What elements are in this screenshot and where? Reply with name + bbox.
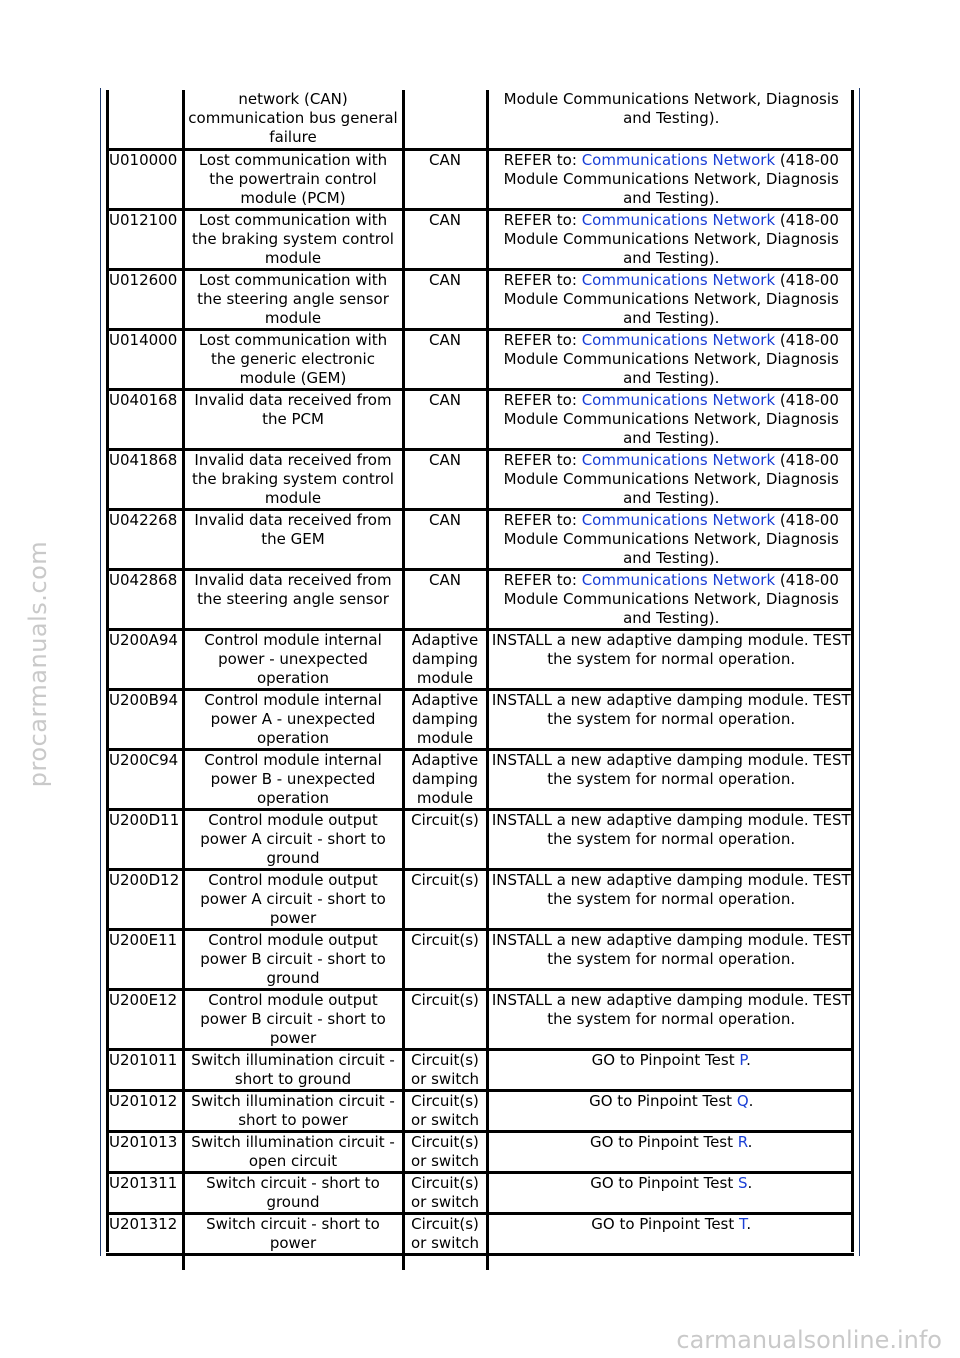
dtc-description-cell: Control module output power A circuit - short to ground (183, 809, 403, 869)
table-row (106, 1049, 854, 1090)
dtc-action-cell (487, 869, 854, 929)
dtc-description-cell: Invalid data received from the PCM (183, 389, 403, 449)
dtc-action-cell (487, 149, 854, 209)
action-text: INSTALL a new adaptive damping module. TEST the system for normal operation. (491, 750, 851, 788)
dtc-source-cell: Circuit(s) (403, 809, 487, 869)
table-row (106, 149, 854, 209)
dtc-code-cell (106, 90, 183, 149)
dtc-code-cell: U200C94 (106, 749, 183, 809)
table-row (106, 569, 854, 629)
page-edge-left (100, 88, 101, 1256)
dtc-code-cell: U012600 (106, 269, 183, 329)
dtc-action-cell (487, 269, 854, 329)
dtc-description-cell: network (CAN) communication bus general failure (183, 90, 403, 149)
dtc-action-cell (487, 209, 854, 269)
communications-network-link[interactable]: Communications Network (581, 570, 776, 589)
table-row (106, 90, 854, 149)
dtc-action-cell (487, 1172, 854, 1213)
dtc-action-cell (487, 929, 854, 989)
table-row (106, 869, 854, 929)
dtc-code-cell: U201012 (106, 1090, 183, 1131)
pinpoint-test-link[interactable]: S (737, 1173, 748, 1192)
dtc-code-cell: U042868 (106, 569, 183, 629)
empty-cell (403, 1254, 487, 1270)
dtc-table (106, 90, 854, 1270)
action-text: REFER to: (503, 450, 582, 469)
page-edge-right (859, 88, 860, 1256)
dtc-description-cell: Switch circuit - short to ground (183, 1172, 403, 1213)
table-row (106, 629, 854, 689)
dtc-description-cell: Lost communication with the steering angle sensor module (183, 269, 403, 329)
dtc-source-cell: CAN (403, 269, 487, 329)
action-suffix: (418-00 Module Communications Network, Diagnosis and Testing). (503, 450, 839, 507)
dtc-description-cell: Switch illumination circuit - short to ground (183, 1049, 403, 1090)
action-suffix: . (747, 1132, 753, 1151)
table-row (106, 329, 854, 389)
dtc-action-cell (487, 749, 854, 809)
dtc-code-cell: U200D12 (106, 869, 183, 929)
table-row (106, 509, 854, 569)
dtc-source-cell: CAN (403, 389, 487, 449)
action-suffix: (418-00 Module Communications Network, Diagnosis and Testing). (503, 150, 839, 207)
dtc-source-cell: CAN (403, 509, 487, 569)
dtc-code-cell: U201312 (106, 1213, 183, 1254)
action-text: REFER to: (503, 150, 582, 169)
dtc-description-cell: Lost communication with the powertrain control module (PCM) (183, 149, 403, 209)
dtc-code-cell: U040168 (106, 389, 183, 449)
dtc-description-cell: Lost communication with the generic electronic module (GEM) (183, 329, 403, 389)
dtc-description-cell: Invalid data received from the braking system control module (183, 449, 403, 509)
action-suffix: (418-00 Module Communications Network, Diagnosis and Testing). (503, 390, 839, 447)
dtc-source-cell: Circuit(s) or switch (403, 1172, 487, 1213)
communications-network-link[interactable]: Communications Network (581, 150, 776, 169)
action-text: REFER to: (503, 570, 582, 589)
action-suffix: . (746, 1050, 751, 1069)
action-text: INSTALL a new adaptive damping module. TEST the system for normal operation. (491, 930, 851, 968)
dtc-action-cell (487, 569, 854, 629)
dtc-action-cell (487, 629, 854, 689)
dtc-description-cell: Control module output power B circuit - short to ground (183, 929, 403, 989)
dtc-source-cell: CAN (403, 329, 487, 389)
action-suffix: . (747, 1173, 753, 1192)
pinpoint-test-link[interactable]: P (739, 1050, 747, 1069)
footer-watermark: carmanualsonline.info (676, 1326, 942, 1354)
action-suffix: (418-00 Module Communications Network, Diagnosis and Testing). (503, 510, 839, 567)
dtc-table-body (106, 90, 854, 1270)
dtc-source-cell: Circuit(s) or switch (403, 1131, 487, 1172)
table-row-trailing (106, 1254, 854, 1270)
dtc-code-cell: U200B94 (106, 689, 183, 749)
dtc-source-cell: CAN (403, 449, 487, 509)
action-text: GO to Pinpoint Test (590, 1132, 738, 1151)
table-row (106, 1090, 854, 1131)
action-text: REFER to: (503, 510, 582, 529)
dtc-action-cell (487, 90, 854, 149)
action-text: INSTALL a new adaptive damping module. TEST the system for normal operation. (491, 990, 851, 1028)
dtc-code-cell: U010000 (106, 149, 183, 209)
action-text: REFER to: (503, 390, 582, 409)
dtc-code-cell: U201013 (106, 1131, 183, 1172)
dtc-code-cell: U200E11 (106, 929, 183, 989)
empty-cell (487, 1254, 854, 1270)
action-suffix: . (746, 1214, 752, 1233)
dtc-action-cell (487, 509, 854, 569)
pinpoint-test-link[interactable]: Q (736, 1091, 749, 1110)
action-text: GO to Pinpoint Test (591, 1214, 740, 1233)
communications-network-link[interactable]: Communications Network (581, 270, 776, 289)
dtc-action-cell (487, 809, 854, 869)
dtc-action-cell (487, 1131, 854, 1172)
dtc-action-cell (487, 989, 854, 1049)
dtc-code-cell: U201311 (106, 1172, 183, 1213)
side-watermark: procarmanuals.com (24, 540, 52, 788)
dtc-description-cell: Control module internal power - unexpected operation (183, 629, 403, 689)
table-row (106, 209, 854, 269)
action-text: GO to Pinpoint Test (590, 1173, 738, 1192)
action-suffix: (418-00 Module Communications Network, Diagnosis and Testing). (503, 330, 839, 387)
action-text: INSTALL a new adaptive damping module. TEST the system for normal operation. (491, 630, 851, 668)
dtc-action-cell (487, 689, 854, 749)
dtc-code-cell: U200A94 (106, 629, 183, 689)
action-text: GO to Pinpoint Test (589, 1091, 737, 1110)
dtc-description-cell: Invalid data received from the steering angle sensor (183, 569, 403, 629)
dtc-action-cell (487, 1213, 854, 1254)
action-suffix: (418-00 Module Communications Network, Diagnosis and Testing). (503, 270, 839, 327)
action-text: INSTALL a new adaptive damping module. TEST the system for normal operation. (491, 870, 851, 908)
dtc-source-cell: Adaptive damping module (403, 749, 487, 809)
pinpoint-test-link[interactable]: T (739, 1214, 747, 1233)
action-suffix: (418-00 Module Communications Network, Diagnosis and Testing). (503, 570, 839, 627)
dtc-source-cell: CAN (403, 209, 487, 269)
dtc-description-cell: Control module output power B circuit - short to power (183, 989, 403, 1049)
dtc-action-cell (487, 1049, 854, 1090)
dtc-code-cell: U042268 (106, 509, 183, 569)
action-text: INSTALL a new adaptive damping module. TEST the system for normal operation. (491, 810, 851, 848)
dtc-source-cell (403, 90, 487, 149)
table-row (106, 269, 854, 329)
dtc-description-cell: Control module internal power A - unexpected operation (183, 689, 403, 749)
dtc-description-cell: Switch illumination circuit - open circuit (183, 1131, 403, 1172)
empty-cell (106, 1254, 183, 1270)
action-text: GO to Pinpoint Test (591, 1050, 740, 1069)
dtc-source-cell: CAN (403, 569, 487, 629)
dtc-code-cell: U200D11 (106, 809, 183, 869)
action-text: REFER to: (503, 270, 582, 289)
communications-network-link[interactable]: Communications Network (581, 510, 776, 529)
dtc-source-cell: Circuit(s) (403, 989, 487, 1049)
table-row (106, 929, 854, 989)
dtc-source-cell: CAN (403, 149, 487, 209)
communications-network-link[interactable]: Communications Network (581, 450, 776, 469)
dtc-code-cell: U201011 (106, 1049, 183, 1090)
dtc-code-cell: U041868 (106, 449, 183, 509)
dtc-description-cell: Lost communication with the braking system control module (183, 209, 403, 269)
action-text: REFER to: (503, 330, 582, 349)
dtc-description-cell: Invalid data received from the GEM (183, 509, 403, 569)
dtc-code-cell: U012100 (106, 209, 183, 269)
dtc-code-cell: U200E12 (106, 989, 183, 1049)
dtc-source-cell: Circuit(s) (403, 869, 487, 929)
dtc-action-cell (487, 389, 854, 449)
dtc-description-cell: Switch circuit - short to power (183, 1213, 403, 1254)
communications-network-link[interactable]: Communications Network (581, 330, 776, 349)
table-row (106, 689, 854, 749)
empty-cell (183, 1254, 403, 1270)
dtc-action-cell (487, 329, 854, 389)
dtc-description-cell: Control module output power A circuit - short to power (183, 869, 403, 929)
dtc-action-cell (487, 449, 854, 509)
dtc-action-cell (487, 1090, 854, 1131)
dtc-source-cell: Circuit(s) or switch (403, 1049, 487, 1090)
dtc-source-cell: Circuit(s) or switch (403, 1213, 487, 1254)
table-row (106, 389, 854, 449)
pinpoint-test-link[interactable]: R (737, 1132, 748, 1151)
action-text: Module Communications Network, Diagnosis and Testing). (503, 90, 839, 127)
dtc-source-cell: Adaptive damping module (403, 689, 487, 749)
table-row (106, 749, 854, 809)
action-suffix: . (748, 1091, 754, 1110)
action-text: REFER to: (503, 210, 582, 229)
communications-network-link[interactable]: Communications Network (581, 390, 776, 409)
action-text: INSTALL a new adaptive damping module. TEST the system for normal operation. (491, 690, 851, 728)
dtc-description-cell: Control module internal power B - unexpected operation (183, 749, 403, 809)
communications-network-link[interactable]: Communications Network (581, 210, 776, 229)
table-row (106, 809, 854, 869)
table-row (106, 1131, 854, 1172)
table-row (106, 1213, 854, 1254)
dtc-description-cell: Switch illumination circuit - short to power (183, 1090, 403, 1131)
action-suffix: (418-00 Module Communications Network, Diagnosis and Testing). (503, 210, 839, 267)
table-row (106, 989, 854, 1049)
table-row (106, 449, 854, 509)
dtc-source-cell: Adaptive damping module (403, 629, 487, 689)
dtc-source-cell: Circuit(s) (403, 929, 487, 989)
table-row (106, 1172, 854, 1213)
dtc-source-cell: Circuit(s) or switch (403, 1090, 487, 1131)
dtc-code-cell: U014000 (106, 329, 183, 389)
